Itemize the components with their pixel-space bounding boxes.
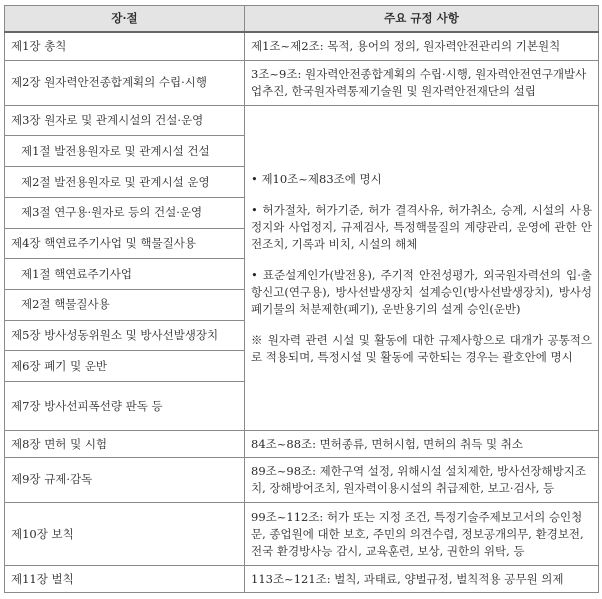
section-cell: 제2절 핵물질사용 <box>5 290 245 321</box>
table-row <box>5 105 599 136</box>
chapter-cell: 제5장 방사성동위원소 및 방사선발생장치 <box>5 320 245 351</box>
table-row <box>5 32 599 61</box>
provision-cell: 99조~112조: 허가 또는 지정 조건, 특정기술주제보고서의 승인청문, 종업원에 대한 보호, 주민의 의견수렴, 정보공개의무, 환경보전, 전국 환경방사능 감시, 교육훈련, 보상, 권한의 위탁, 등 <box>245 502 599 565</box>
regulation-table <box>4 5 599 593</box>
section-cell: 제1절 핵연료주기사업 <box>5 259 245 290</box>
chapter-cell: 제4장 핵연료주기사업 및 핵물질사용 <box>5 228 245 259</box>
chapter-cell: 제6장 폐기 및 운반 <box>5 351 245 382</box>
chapter-cell: 제3장 원자로 및 관계시설의 건설·운영 <box>5 105 245 136</box>
section-cell: 제1절 발전용원자로 및 관계시설 건설 <box>5 136 245 167</box>
provision-cell: 84조~88조: 면허종류, 면허시험, 면허의 취득 및 취소 <box>245 431 599 458</box>
table-row <box>5 457 599 502</box>
table-row <box>5 502 599 565</box>
section-cell: 제3절 연구용·원자로 등의 건설·운영 <box>5 197 245 228</box>
table-header-row <box>5 6 599 32</box>
chapter-cell: 제11장 벌칙 <box>5 566 245 593</box>
provision-cell: 3조~9조: 원자력안전종합계획의 수립·시행, 원자력안전연구개발사업추진, 한국원자력통제기술원 및 원자력안전재단의 설립 <box>245 60 599 105</box>
section-cell: 제2절 발전용원자로 및 관계시설 운영 <box>5 167 245 198</box>
chapter-cell: 제8장 면허 및 시험 <box>5 431 245 458</box>
bullet-item: • 허가절차, 허가기준, 허가 결격사유, 허가취소, 승계, 시설의 사용정지와 사업정지, 규제검사, 특정핵물질의 계량관리, 운영에 관한 안전조치, 기록과 비치, 시설의 해체 <box>251 202 592 251</box>
chapter-cell: 제9장 규제·감독 <box>5 457 245 502</box>
table-row <box>5 566 599 593</box>
header-chapter: 장·절 <box>5 6 245 32</box>
merged-provision-cell <box>245 105 599 430</box>
chapter-cell: 제1장 총칙 <box>5 32 245 61</box>
chapter-cell: 제7장 방사선피폭선량 판독 등 <box>5 382 245 431</box>
bullet-item: • 제10조~제83조에 명시 <box>251 171 382 186</box>
header-provisions: 주요 규정 사항 <box>245 6 599 32</box>
provision-cell: 113조~121조: 벌칙, 과태료, 양벌규정, 벌칙적용 공무원 의제 <box>245 566 599 593</box>
provision-cell: 제1조~제2조: 목적, 용어의 정의, 원자력안전관리의 기본원칙 <box>245 32 599 61</box>
note-text: ※ 원자력 관련 시설 및 활동에 대한 규제사항으로 대개가 공통적으로 적용되며, 특정시설 및 활동에 국한되는 경우는 괄호안에 명시 <box>251 332 592 364</box>
bullet-item: • 표준설계인가(발전용), 주기적 안전성평가, 외국원자력선의 입·출항신고(연구용), 방사선발생장치 설계승인(방사선발생장치), 방사성폐기물의 처분제한(폐기), 운반용기의 설계 승인(운반) <box>251 267 592 316</box>
chapter-cell: 제2장 원자력안전종합계획의 수립·시행 <box>5 60 245 105</box>
provision-cell: 89조~98조: 제한구역 설정, 위해시설 설치제한, 방사선장해방지조치, 장해방어조치, 원자력이용시설의 취급제한, 보고·검사, 등 <box>245 457 599 502</box>
table-row <box>5 431 599 458</box>
table-row <box>5 60 599 105</box>
chapter-cell: 제10장 보칙 <box>5 502 245 565</box>
